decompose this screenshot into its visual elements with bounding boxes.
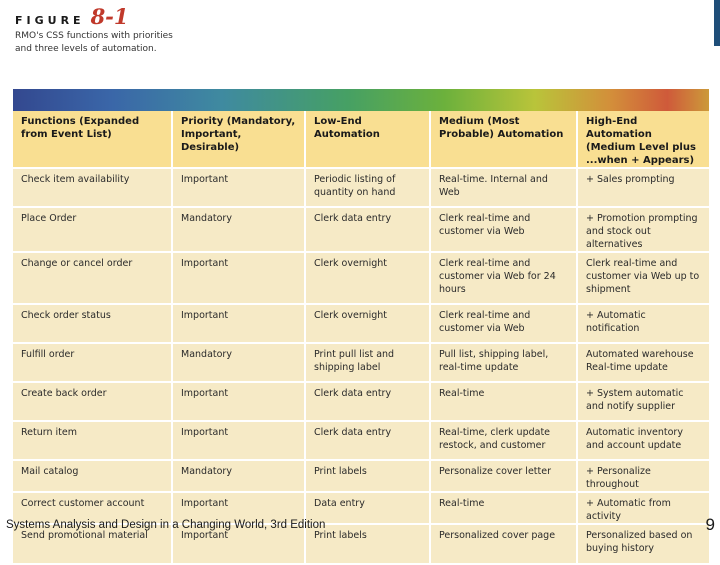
slide-footer: Systems Analysis and Design in a Changing World, 3rd Edition (6, 519, 326, 531)
cell-function: Check item availability (13, 168, 172, 207)
table-row (13, 168, 709, 207)
cell-priority: Mandatory (172, 207, 305, 252)
cell-function: Check order status (13, 304, 172, 343)
cell-medium: Personalize cover letter (430, 460, 577, 492)
cell-priority: Important (172, 252, 305, 304)
cell-priority: Mandatory (172, 343, 305, 382)
table-row (13, 421, 709, 460)
cell-high-end: + System automatic and notify supplier (577, 382, 709, 421)
table-row (13, 460, 709, 492)
cell-high-end: Clerk real-time and customer via Web up to shipment (577, 252, 709, 304)
cell-priority: Important (172, 492, 305, 524)
header-low-end: Low-End Automation (305, 111, 430, 168)
cell-high-end: Automated warehouse Real-time update (577, 343, 709, 382)
figure-label: FIGURE (15, 14, 85, 27)
page-number: 9 (705, 515, 715, 534)
cell-medium: Real-time (430, 492, 577, 524)
cell-high-end: + Automatic from activity (577, 492, 709, 524)
table-header-row (13, 111, 709, 168)
cell-priority: Important (172, 168, 305, 207)
cell-function: Return item (13, 421, 172, 460)
header-medium: Medium (Most Probable) Automation (430, 111, 577, 168)
cell-priority: Mandatory (172, 460, 305, 492)
cell-medium: Real-time (430, 382, 577, 421)
cell-low-end: Clerk data entry (305, 421, 430, 460)
cell-medium: Pull list, shipping label, real-time update (430, 343, 577, 382)
cell-function: Create back order (13, 382, 172, 421)
cell-medium: Clerk real-time and customer via Web (430, 207, 577, 252)
cell-function: Correct customer account (13, 492, 172, 524)
cell-function: Mail catalog (13, 460, 172, 492)
slide-accent-bar (714, 0, 720, 46)
cell-high-end: + Sales prompting (577, 168, 709, 207)
cell-high-end: + Automatic notification (577, 304, 709, 343)
cell-low-end: Clerk overnight (305, 304, 430, 343)
functions-table (13, 111, 709, 554)
cell-low-end: Print pull list and shipping label (305, 343, 430, 382)
cell-high-end: Automatic inventory and account update (577, 421, 709, 460)
cell-low-end: Print labels (305, 524, 430, 564)
cell-medium: Clerk real-time and customer via Web (430, 304, 577, 343)
table-row (13, 207, 709, 252)
cell-medium: Real-time, clerk update restock, and customer (430, 421, 577, 460)
table-row (13, 252, 709, 304)
table-row (13, 304, 709, 343)
cell-low-end: Periodic listing of quantity on hand (305, 168, 430, 207)
table-row (13, 343, 709, 382)
cell-function: Change or cancel order (13, 252, 172, 304)
cell-function: Fulfill order (13, 343, 172, 382)
cell-high-end: + Promotion prompting and stock out alternatives (577, 207, 709, 252)
cell-low-end: Print labels (305, 460, 430, 492)
cell-priority: Important (172, 382, 305, 421)
cell-function: Place Order (13, 207, 172, 252)
color-banner (13, 89, 709, 111)
cell-medium: Real-time. Internal and Web (430, 168, 577, 207)
figure-caption: RMO's CSS functions with priorities and three levels of automation. (15, 31, 173, 54)
cell-low-end: Clerk data entry (305, 207, 430, 252)
cell-low-end: Data entry (305, 492, 430, 524)
cell-priority: Important (172, 524, 305, 564)
cell-function: Send promotional material (13, 524, 172, 564)
cell-priority: Important (172, 304, 305, 343)
header-priority: Priority (Mandatory, Important, Desirable) (172, 111, 305, 168)
cell-high-end: Personalized based on buying history (577, 524, 709, 564)
header-high-end: High-End Automation (Medium Level plus ...when + Appears) (577, 111, 709, 168)
cell-high-end: + Personalize throughout (577, 460, 709, 492)
figure-number: 8-1 (90, 4, 129, 29)
header-functions: Functions (Expanded from Event List) (13, 111, 172, 168)
cell-low-end: Clerk overnight (305, 252, 430, 304)
cell-priority: Important (172, 421, 305, 460)
figure-heading (15, 4, 129, 29)
cell-low-end: Clerk data entry (305, 382, 430, 421)
cell-medium: Personalized cover page (430, 524, 577, 564)
cell-medium: Clerk real-time and customer via Web for 24 hours (430, 252, 577, 304)
table-row (13, 382, 709, 421)
